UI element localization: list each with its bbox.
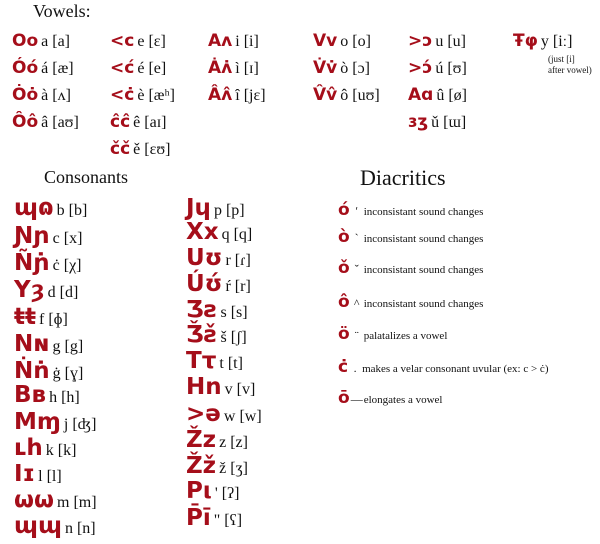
consonants-heading: Consonants (44, 167, 129, 187)
vowel-ipa: [ɪ] (243, 60, 259, 77)
consonant-letter: ' (214, 485, 218, 502)
consonant-entry (186, 322, 247, 348)
consonant-letter: w (223, 408, 236, 425)
consonant-letter: t (219, 355, 224, 372)
consonant-letter: b (56, 202, 65, 219)
vowel-glyph: Vv (313, 31, 338, 51)
vowel-ipa: [ɛ] (148, 33, 166, 50)
vowel-entry (208, 31, 259, 52)
vowels-heading: Vowels: (33, 1, 91, 21)
consonant-letter: l (38, 468, 43, 485)
diacritic-desc: makes a velar consonant uvular (ex: c > ċ) (362, 363, 549, 375)
consonant-letter: š (220, 329, 227, 346)
vowel-entry (408, 58, 467, 79)
vowel-ipa: [ɯ] (443, 114, 467, 131)
consonant-letter: " (213, 512, 221, 529)
vowel-ipa: [aʊ] (52, 114, 79, 131)
vowel-glyph: >ɔ́ (408, 58, 433, 78)
vowel-entry (12, 58, 74, 79)
consonant-entry (186, 401, 262, 427)
vowel-glyph: >ɔ (408, 31, 433, 51)
diacritic-glyph: ó (338, 200, 350, 220)
vowel-ipa: [i] (243, 33, 259, 50)
consonant-entry (186, 453, 248, 479)
vowel-entry (110, 85, 175, 106)
vowel-letter: ě (133, 141, 141, 158)
vowel-ipa: [u] (447, 33, 466, 50)
consonant-entry (186, 505, 243, 531)
consonant-glyph: Tτ (186, 348, 217, 374)
consonant-entry (14, 409, 97, 435)
diacritics-heading: Diacritics (360, 165, 446, 190)
vowel-entry (208, 58, 259, 79)
vowel-letter: e (137, 33, 145, 50)
consonant-ipa: [p] (225, 202, 245, 219)
consonant-entry (14, 382, 80, 408)
consonant-ipa: [ɣ] (64, 365, 84, 382)
vowel-letter: î (235, 87, 240, 104)
consonant-entry (186, 348, 243, 374)
vowel-letter: ú (435, 60, 444, 77)
vowel-letter: ǔ (431, 114, 440, 131)
consonant-ipa: [χ] (63, 257, 82, 274)
consonant-glyph: ʟh (14, 435, 43, 461)
consonant-ipa: [q] (233, 226, 253, 243)
vowel-entry (110, 112, 166, 133)
vowel-glyph: <ċ (110, 85, 135, 105)
consonant-letter: m (56, 494, 70, 511)
vowel-ipa: [jɛ] (243, 87, 266, 104)
consonant-glyph: ŧŧ (14, 304, 36, 330)
vowel-letter: o (340, 33, 349, 50)
consonant-glyph: Žž (186, 453, 217, 479)
consonant-ipa: [ʒ] (230, 460, 248, 477)
consonant-ipa: [x] (63, 230, 83, 247)
consonant-letter: z (219, 434, 227, 451)
diacritic-entry (338, 388, 443, 408)
vowel-glyph: Ŧφ (513, 31, 538, 51)
consonant-glyph: Ñɲ̇ (14, 250, 50, 276)
consonant-ipa: [g] (64, 338, 84, 355)
vowel-ipa: [uʊ] (352, 87, 380, 104)
vowel-letter: ì (235, 60, 240, 77)
vowel-entry (208, 85, 266, 106)
diacritic-glyph: ċ (338, 357, 349, 377)
diacritic-mark: ˇ (354, 262, 359, 276)
consonant-glyph: Hn (186, 374, 222, 400)
consonant-glyph: >ə (186, 401, 221, 427)
vowel-entry (110, 31, 166, 52)
vowel-ipa: [æ] (52, 60, 74, 77)
consonant-ipa: [h] (61, 389, 80, 406)
consonant-glyph: ɰɷ (14, 195, 54, 221)
consonant-letter: s (220, 304, 227, 321)
consonant-ipa: [k] (57, 442, 77, 459)
diacritic-mark: ¨ (354, 328, 359, 342)
consonant-ipa: [z] (230, 434, 248, 451)
diacritic-mark: ^ (353, 296, 360, 310)
diacritic-mark: ʹ (355, 204, 358, 218)
consonant-letter: n (64, 520, 73, 537)
diacritic-glyph: ô (338, 292, 350, 312)
consonant-entry (14, 358, 84, 384)
diacritic-entry (338, 357, 548, 377)
vowel-ipa: [ɛʊ] (144, 141, 171, 158)
vowel-ipa: [ʊ] (447, 60, 467, 77)
diacritic-glyph: ò (338, 227, 350, 247)
vowel-entry (12, 85, 71, 106)
consonant-letter: q (221, 226, 230, 243)
diacritic-entry (338, 227, 483, 247)
consonant-entry (14, 513, 96, 539)
consonant-ipa: [l] (46, 468, 62, 485)
consonant-ipa: [ʤ] (72, 416, 97, 433)
vowel-letter: á (41, 60, 49, 77)
vowel-entry (12, 112, 79, 133)
vowel-ipa: [æʰ] (148, 87, 175, 104)
consonant-entry (14, 331, 84, 357)
vowel-glyph: ɜʒ (408, 112, 429, 132)
vowel-letter: a (41, 33, 49, 50)
consonant-letter: j (63, 416, 69, 433)
consonant-entry (186, 427, 248, 453)
consonant-entry (186, 478, 240, 504)
consonant-glyph: Ǯƨ̌ (186, 322, 218, 348)
consonant-entry (14, 277, 79, 303)
consonant-letter: ž (219, 460, 227, 477)
consonant-entry (186, 271, 251, 297)
consonant-ipa: [d] (59, 284, 79, 301)
consonant-entry (14, 195, 88, 221)
vowel-glyph: Aʌ (208, 31, 233, 51)
vowel-entry (12, 31, 70, 52)
consonant-entry (186, 219, 253, 245)
vowel-glyph: V̇v̇ (313, 58, 338, 78)
vowel-ipa: [o] (352, 33, 371, 50)
vowel-glyph: Oo (12, 31, 39, 51)
consonant-ipa: [ɸ] (48, 311, 68, 328)
vowel-glyph: Aɑ (408, 85, 434, 105)
consonant-glyph: Ρι (186, 478, 212, 504)
consonant-entry (186, 374, 256, 400)
consonant-letter: p (213, 202, 222, 219)
vowel-glyph: Ôô (12, 112, 39, 132)
vowel-entry (313, 31, 371, 52)
vowel-glyph: Âʌ̂ (208, 85, 233, 105)
consonant-ipa: [m] (73, 494, 97, 511)
diacritic-desc: inconsistant sound changes (363, 206, 484, 218)
vowel-glyph: <c (110, 31, 135, 51)
vowel-glyph: Óó (12, 58, 39, 78)
diacritic-desc: palatalizes a vowel (363, 330, 448, 342)
vowel-glyph: V̂v̂ (313, 85, 338, 105)
consonant-glyph: Iɪ (14, 461, 36, 487)
consonant-entry (186, 195, 245, 221)
consonant-glyph: Ʒƨ (186, 297, 218, 323)
consonant-glyph: Jɥ (186, 195, 211, 221)
diacritic-mark: ˋ (354, 231, 359, 245)
consonant-entry (14, 250, 82, 276)
vowel-letter: à (41, 87, 49, 104)
vowel-ipa: [iː] (552, 33, 573, 50)
vowel-ipa: [aɪ] (144, 114, 167, 131)
diacritic-desc: elongates a vowel (363, 394, 443, 406)
diacritic-entry (338, 292, 483, 312)
consonant-letter: ċ (52, 257, 60, 274)
diacritic-glyph: ö (338, 324, 350, 344)
diacritic-desc: inconsistant sound changes (363, 298, 484, 310)
consonant-ipa: [ʔ] (221, 485, 240, 502)
diacritic-mark: . (353, 361, 357, 375)
consonant-glyph: P̄ī (186, 505, 211, 531)
vowel-letter: y (540, 33, 549, 50)
consonant-glyph: Úʊ́ (186, 271, 223, 297)
consonant-glyph: Bʙ (14, 382, 47, 408)
vowel-glyph: Ȧʌ̇ (208, 58, 233, 78)
consonant-ipa: [b] (68, 202, 88, 219)
vowel-letter: â (41, 114, 49, 131)
y-note-line1: (just [i] (548, 54, 575, 64)
consonant-entry (186, 297, 248, 323)
vowel-entry (110, 58, 166, 79)
consonant-glyph: Yȝ (14, 277, 45, 303)
consonant-letter: v (224, 381, 233, 398)
vowel-entry (408, 85, 467, 106)
vowel-ipa: [a] (52, 33, 71, 50)
consonant-letter: h (49, 389, 58, 406)
consonant-entry (14, 304, 68, 330)
diacritic-mark: — (350, 392, 363, 406)
consonant-ipa: [n] (76, 520, 96, 537)
vowel-entry (513, 31, 572, 52)
consonant-glyph: Žz (186, 427, 217, 453)
vowel-glyph: čč (110, 139, 131, 159)
consonant-entry (186, 245, 251, 271)
diacritic-desc: inconsistant sound changes (363, 264, 484, 276)
consonant-ipa: [v] (236, 381, 256, 398)
vowel-entry (408, 112, 466, 133)
vowel-letter: ò (340, 60, 349, 77)
consonant-entry (14, 487, 97, 513)
consonant-ipa: [ʕ] (224, 512, 243, 529)
consonant-entry (14, 435, 77, 461)
consonant-letter: ŕ (225, 278, 231, 295)
y-note-line2: after vowel) (548, 65, 592, 75)
consonant-ipa: [t] (227, 355, 243, 372)
consonant-glyph: Mɱ (14, 409, 61, 435)
diacritic-entry (338, 258, 483, 278)
consonant-letter: c (52, 230, 60, 247)
vowel-ipa: [ʌ] (52, 87, 71, 104)
vowel-glyph: <ć (110, 58, 135, 78)
diacritic-glyph: ō (338, 388, 350, 408)
vowel-glyph: ĉĉ (110, 112, 131, 132)
consonant-letter: ġ (52, 365, 61, 382)
vowel-entry (110, 139, 170, 160)
vowel-letter: u (435, 33, 444, 50)
consonant-ipa: [ɾ] (234, 252, 251, 269)
vowel-entry (408, 31, 466, 52)
vowel-letter: ô (340, 87, 349, 104)
consonant-glyph: Uʊ (186, 245, 223, 271)
diacritic-entry (338, 324, 447, 344)
consonant-glyph: Ṅṅ (14, 358, 50, 384)
consonant-letter: g (52, 338, 61, 355)
vowel-letter: ê (133, 114, 141, 131)
consonant-letter: f (39, 311, 45, 328)
diacritic-entry (338, 200, 483, 220)
consonant-glyph: Xx (186, 219, 219, 245)
consonant-ipa: [ʃ] (230, 329, 247, 346)
vowel-entry (313, 58, 370, 79)
diacritic-glyph: ǒ (338, 258, 350, 278)
vowel-letter: é (137, 60, 145, 77)
consonant-letter: k (45, 442, 54, 459)
consonant-ipa: [w] (239, 408, 262, 425)
vowel-glyph: Ȯȯ (12, 85, 39, 105)
consonant-glyph: ɰɰ (14, 513, 62, 539)
consonant-letter: r (225, 252, 231, 269)
consonant-letter: d (47, 284, 56, 301)
vowel-ipa: [ø] (448, 87, 467, 104)
vowel-letter: û (436, 87, 445, 104)
vowel-letter: i (235, 33, 240, 50)
vowel-letter: è (137, 87, 145, 104)
consonant-ipa: [s] (230, 304, 248, 321)
vowel-entry (313, 85, 380, 106)
diacritic-desc: inconsistant sound changes (363, 233, 484, 245)
vowel-ipa: [ɔ] (352, 60, 371, 77)
vowel-ipa: [e] (148, 60, 167, 77)
consonant-glyph: Ɲɲ (14, 223, 50, 249)
consonant-ipa: [r] (234, 278, 251, 295)
consonant-entry (14, 223, 83, 249)
consonant-glyph: Nɴ (14, 331, 50, 357)
consonant-entry (14, 461, 62, 487)
consonant-glyph: ωω (14, 487, 54, 513)
